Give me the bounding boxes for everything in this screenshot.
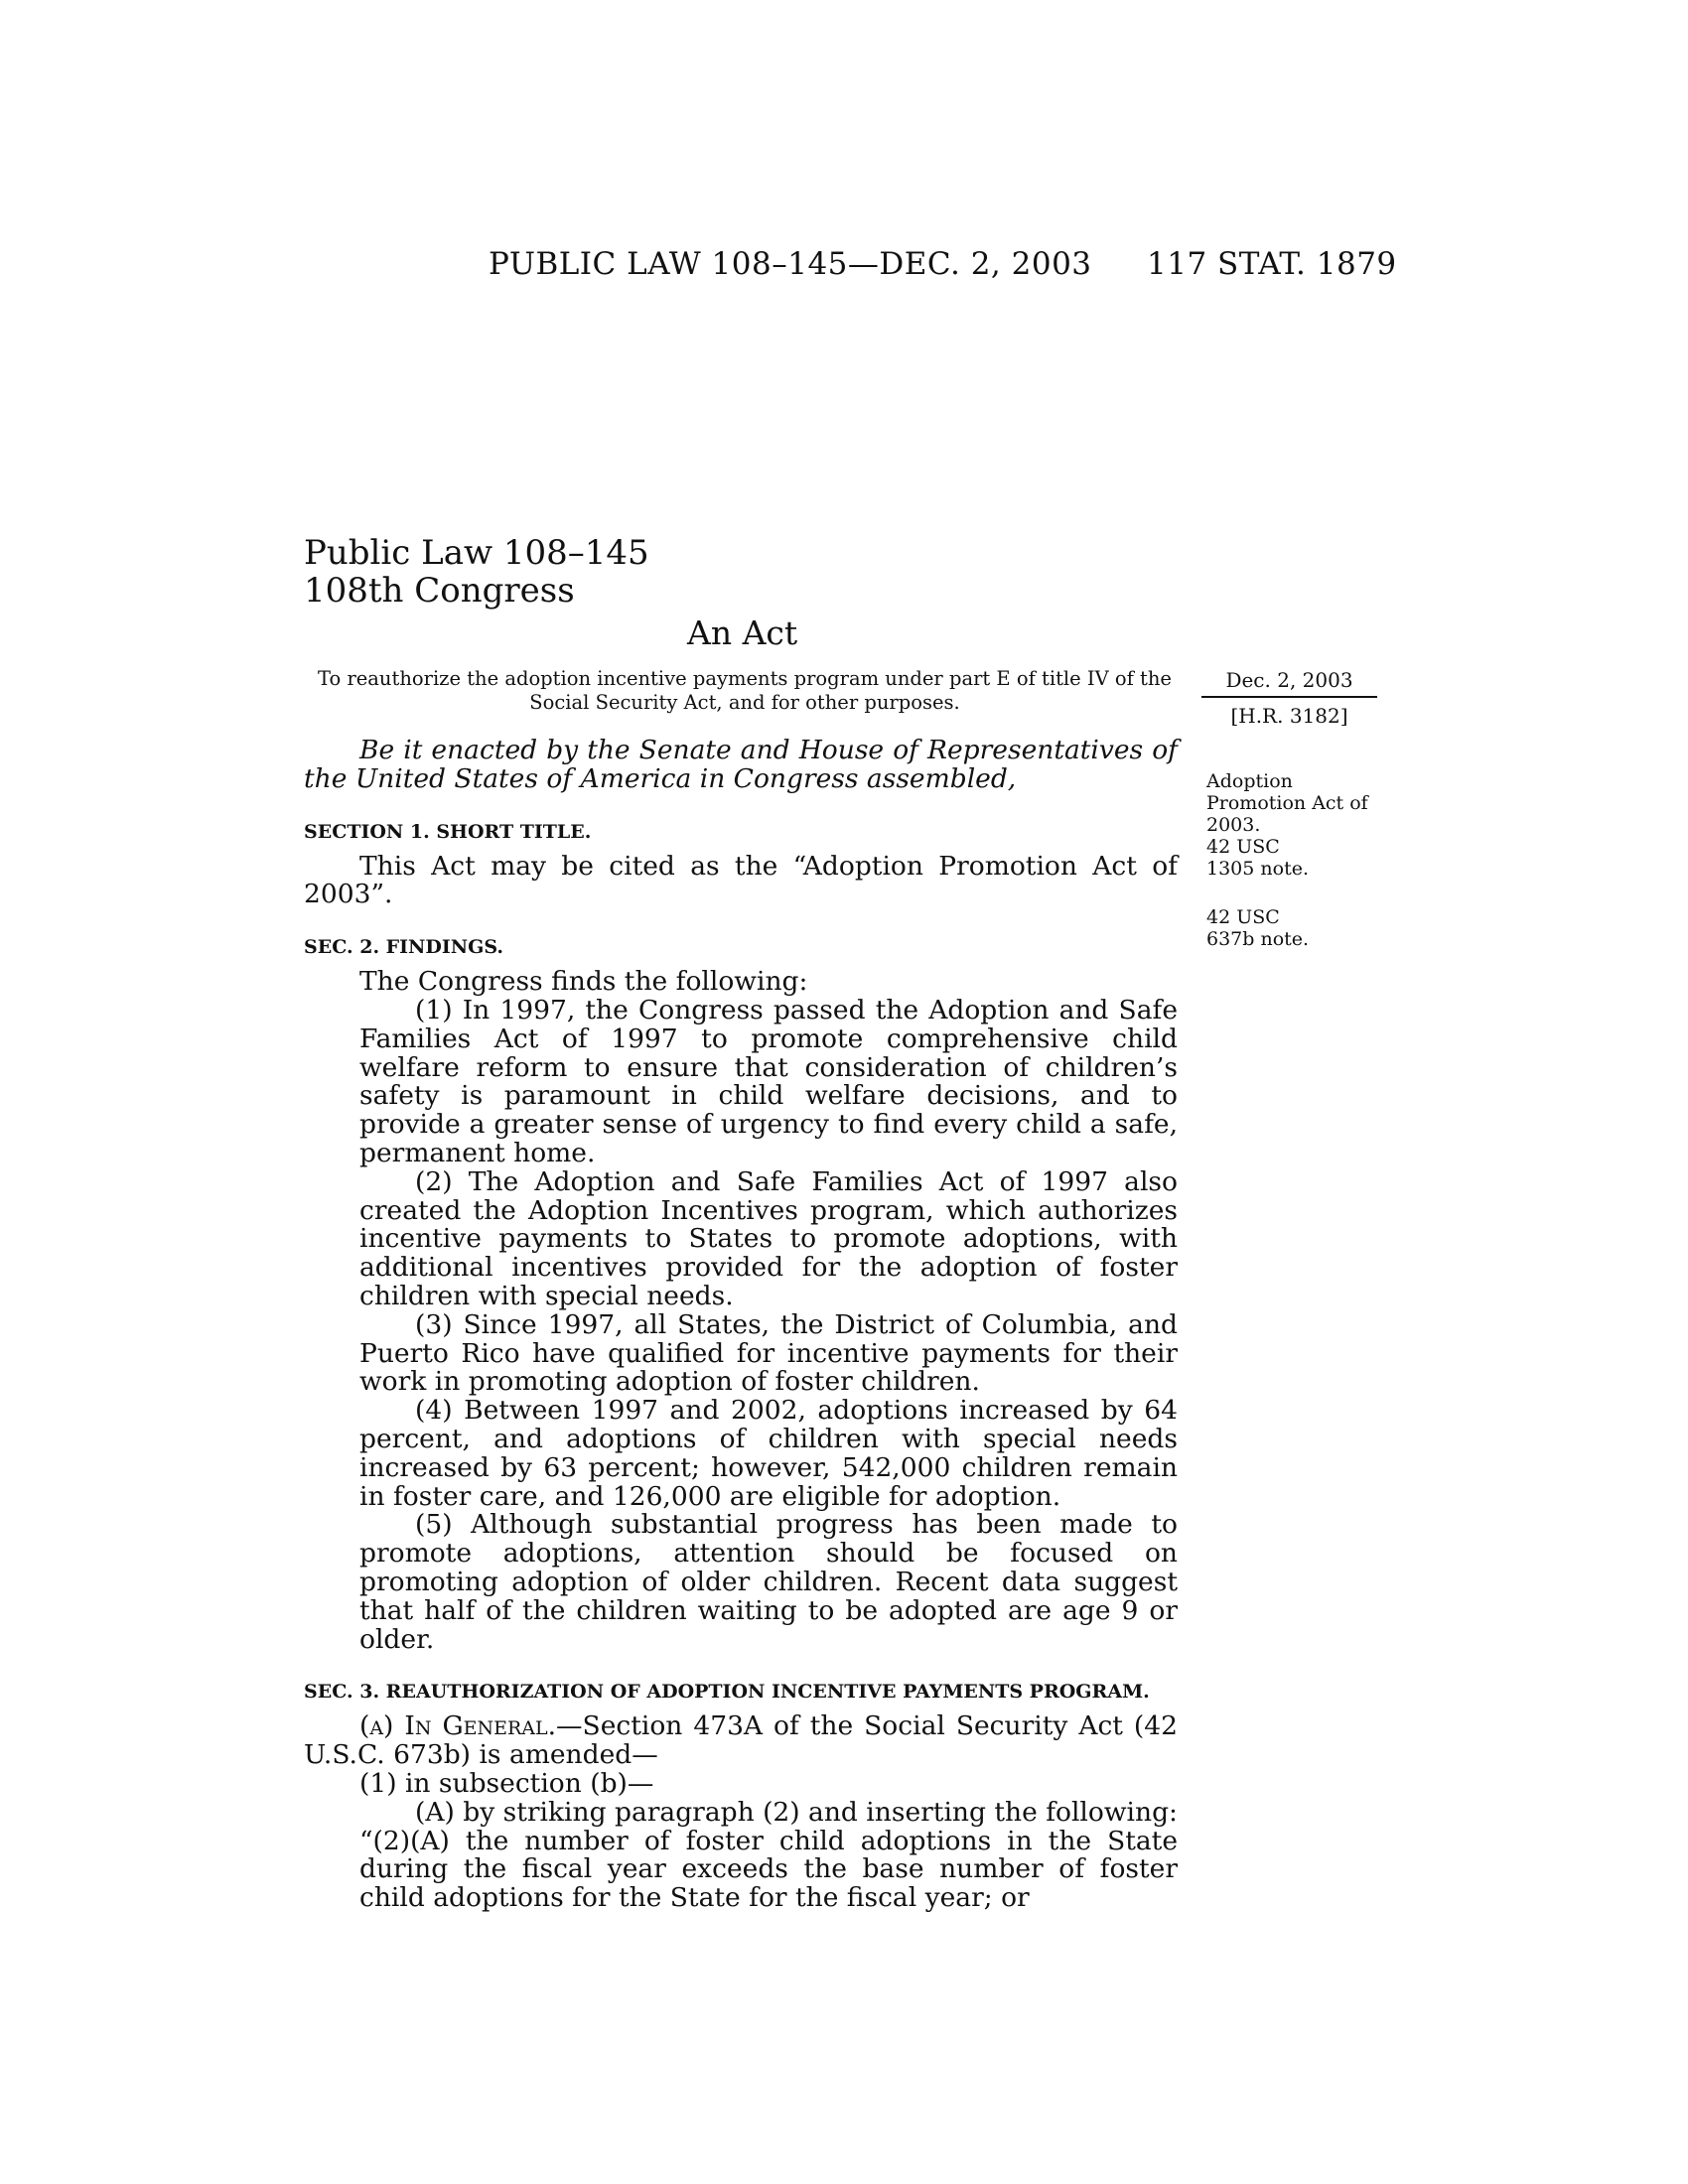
act-heading: An Act	[687, 614, 798, 652]
margin-bill-number: [H.R. 3182]	[1230, 704, 1348, 728]
margin-note-short-title: Adoption Promotion Act of 2003.	[1206, 770, 1368, 836]
public-law-number: Public Law 108–145	[304, 533, 649, 573]
finding-5: (5) Although substantial progress has been made to promote adoptions, attention should be focused on promoting adoption of older children. Recent data suggest that half of the children waiting to be adopted are age 9 or older.	[359, 1509, 1178, 1655]
finding-1: (1) In 1997, the Congress passed the Adoption and Safe Families Act of 1997 to promote comprehensive child welfare reform to ensure that consideration of children’s safety is paramount in child welfare decisions, and to provide a greater sense of urgency to find every child a safe, permanent home.	[359, 994, 1178, 1168]
section-2-heading: SEC. 2. FINDINGS.	[304, 936, 504, 959]
finding-4: (4) Between 1997 and 2002, adoptions increased by 64 percent, and adoptions of children with special needs increased by 63 percent; however, 542,000 children remain in foster care, and 126,000 are eligible for adoption.	[359, 1395, 1178, 1512]
finding-2: (2) The Adoption and Safe Families Act of 1997 also created the Adoption Incentives program, which authorizes incentive payments to States to promote adoptions, with additional incentives provided for the adoption of foster children with special needs.	[359, 1165, 1178, 1311]
margin-date: Dec. 2, 2003	[1201, 668, 1377, 698]
congress-number: 108th Congress	[304, 571, 575, 611]
margin-note-usc-1305: 42 USC 1305 note.	[1206, 836, 1309, 880]
margin-date-block	[1201, 668, 1377, 728]
margin-note-usc-637b: 42 USC 637b note.	[1206, 906, 1310, 950]
finding-3: (3) Since 1997, all States, the District of Columbia, and Puerto Rico have qualified for incentive payments for their work in promoting adoption of foster children.	[359, 1308, 1178, 1398]
section-2-intro: The Congress finds the following:	[359, 966, 808, 998]
paragraph-1: (1) in subsection (b)—	[359, 1767, 654, 1799]
subparagraph-A: (A) by striking paragraph (2) and inserting the following:	[415, 1796, 1178, 1828]
act-purpose: To reauthorize the adoption incentive payments program under part E of title IV of the Social Security Act, and for other purposes.	[318, 667, 1172, 714]
quoted-text: “(2)(A) the number of foster child adoptions in the State during the fiscal year exceeds the base number of foster child adoptions for the State for the fiscal year; or	[359, 1825, 1178, 1914]
section-1-heading: SECTION 1. SHORT TITLE.	[304, 820, 592, 843]
section-1-text: This Act may be cited as the “Adoption Promotion Act of 2003”.	[304, 850, 1178, 910]
subsection-a-text: —Section 473A of the Social Security Act (42 U.S.C. 673b) is amended—	[304, 1710, 1178, 1771]
running-head-stat: 117 STAT. 1879	[1147, 246, 1397, 282]
law-identifier	[304, 534, 649, 610]
act-body	[304, 737, 1178, 1913]
running-head-title: PUBLIC LAW 108–145—DEC. 2, 2003	[489, 246, 1092, 282]
section-3-subsection-a	[304, 1712, 1178, 1770]
section-3-heading: SEC. 3. REAUTHORIZATION OF ADOPTION INCENTIVE PAYMENTS PROGRAM.	[304, 1681, 1150, 1704]
enacting-clause: Be it enacted by the Senate and House of Representatives of the United States of America in Congress assembled,	[304, 735, 1178, 794]
subsection-a-label: (a) In General.	[359, 1710, 557, 1742]
